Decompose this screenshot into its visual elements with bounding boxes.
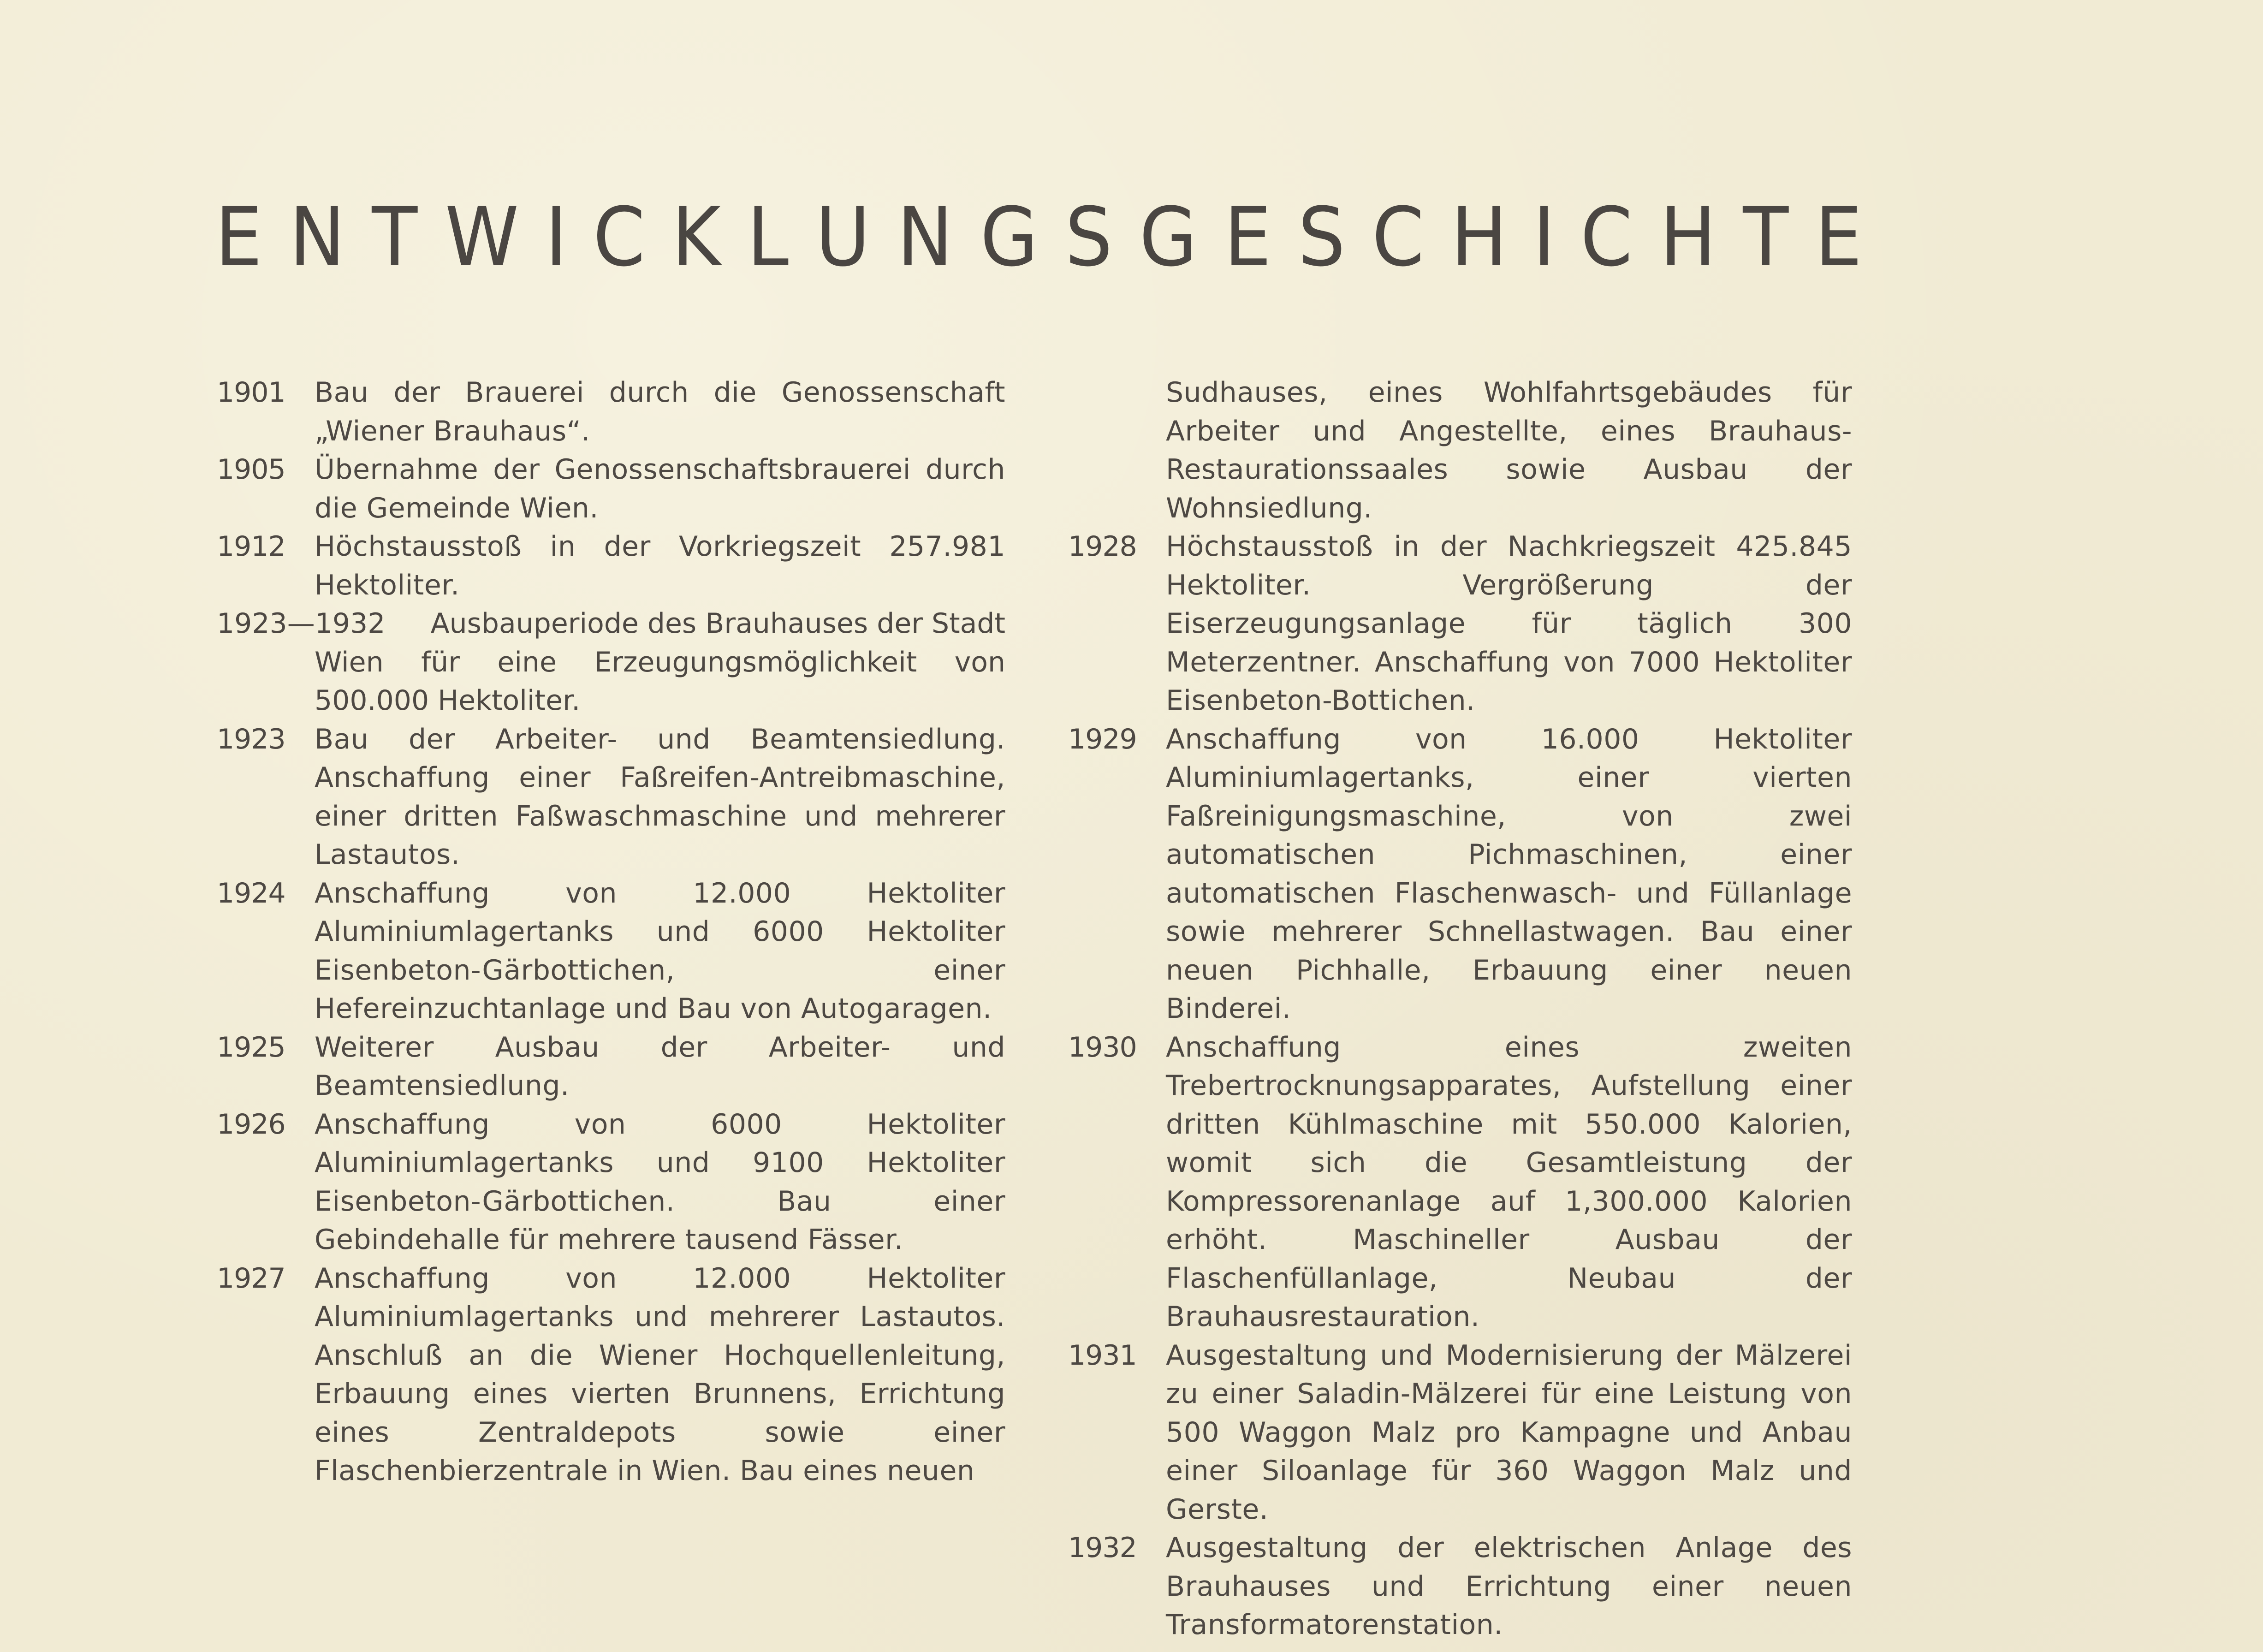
title-letter: T	[372, 190, 418, 285]
entry-text: Bau der Brauerei durch die Genossenschaft „Wiener Brauhaus“.	[315, 376, 1005, 447]
entry-year: 1901	[217, 376, 285, 409]
chronology-entry	[217, 874, 1005, 1028]
title-letter: N	[289, 190, 345, 285]
entry-year: 1923—1932	[217, 607, 386, 640]
entry-year: 1927	[217, 1262, 285, 1295]
entry-text: Übernahme der Genossenschaftsbrauerei durch die Gemeinde Wien.	[315, 453, 1005, 524]
title-letter: E	[1224, 190, 1271, 285]
chronology-entry	[1068, 1028, 1852, 1337]
entry-year: 1905	[217, 453, 285, 486]
title-letter: W	[445, 190, 519, 285]
entry-year: 1930	[1068, 1031, 1137, 1064]
entry-year: 1931	[1068, 1339, 1137, 1372]
title-letter: I	[1533, 190, 1555, 285]
entry-text: Anschaffung von 12.000 Hektoliter Aluminiumlagertanks und 6000 Hektoliter Eisenbeton-Gärbottichen, einer Hefereinzuchtanlage und Bau von Autogaragen.	[315, 877, 1005, 1025]
chronology-entry	[1068, 528, 1852, 720]
title-letter: T	[1742, 190, 1788, 285]
title-letter: N	[897, 190, 953, 285]
entry-year: 1925	[217, 1031, 285, 1064]
title-letter: C	[1372, 190, 1424, 285]
title-letter: L	[747, 190, 789, 285]
title-letter: H	[1451, 190, 1508, 285]
title-letter: K	[671, 190, 721, 285]
chronology-entry	[217, 1105, 1005, 1260]
chronology-right-column	[1068, 374, 1852, 1645]
title-letter: U	[815, 190, 870, 285]
title-letter: S	[1298, 190, 1345, 285]
title-letter: I	[545, 190, 568, 285]
entry-text: Anschaffung von 16.000 Hektoliter Aluminiumlagertanks, einer vierten Faßreinigungsmaschine, von zwei automatischen Pichmaschinen, einer automatischen Flaschenwasch- und Füllanlage sowie mehrerer Schnellastwagen. Bau einer neuen Pichhalle, Erbauung einer neuen Binderei.	[1166, 723, 1852, 1025]
chronology-entry	[217, 1260, 1005, 1491]
entry-text: Anschaffung von 12.000 Hektoliter Aluminiumlagertanks und mehrerer Lastautos. Anschluß an die Wiener Hochquellenleitung, Erbauung eines vierten Brunnens, Errichtung eines Zentraldepots sowie einer Flaschenbierzentrale in Wien. Bau eines neuen	[315, 1262, 1005, 1487]
title-letter: G	[980, 190, 1038, 285]
chronology-entry	[217, 374, 1005, 451]
entry-text: Anschaffung eines zweiten Trebertrocknungsapparates, Aufstellung einer dritten Kühlmaschine mit 550.000 Kalorien, womit sich die Gesamtleistung der Kompressorenanlage auf 1,300.000 Kalorien erhöht. Maschineller Ausbau der Flaschenfüllanlage, Neubau der Brauhausrestauration.	[1166, 1031, 1852, 1333]
chronology-entry	[217, 605, 1005, 720]
title-letter: G	[1139, 190, 1198, 285]
chronology-left-column	[217, 374, 1005, 1491]
entry-year: 1924	[217, 877, 285, 909]
entry-text: Ausgestaltung der elektrischen Anlage des Brauhauses und Errichtung einer neuen Transformatorenstation.	[1166, 1532, 1852, 1641]
entry-text: Ausbauperiode des Brauhauses der Stadt	[430, 607, 1005, 640]
title-letter: C	[593, 190, 645, 285]
entry-text: Bau der Arbeiter- und Beamtensiedlung. Anschaffung einer Faßreifen-Antreibmaschine, einer dritten Faßwaschmaschine und mehrerer Lastautos.	[315, 723, 1005, 871]
chronology-entry	[217, 720, 1005, 874]
entry-text: Anschaffung von 6000 Hektoliter Aluminiumlagertanks und 9100 Hektoliter Eisenbeton-Gärbottichen. Bau einer Gebindehalle für mehrere tausend Fässer.	[315, 1108, 1005, 1256]
chronology-entry	[1068, 1529, 1852, 1645]
page-title	[213, 184, 1864, 291]
entry-year: 1928	[1068, 530, 1137, 563]
entry-text-continued: Wien für eine Erzeugungsmöglichkeit von 500.000 Hektoliter.	[315, 646, 1005, 717]
chronology-entry	[1068, 720, 1852, 1028]
entry-text: Ausgestaltung und Modernisierung der Mälzerei zu einer Saladin-Mälzerei für eine Leistung von 500 Waggon Malz pro Kampagne und Anbau einer Siloanlage für 360 Waggon Malz und Gerste.	[1166, 1339, 1852, 1526]
title-letter: E	[215, 190, 262, 285]
entry-text-continued: Sudhauses, eines Wohlfahrtsgebäudes für Arbeiter und Angestellte, eines Brauhaus-Restaurationssaales sowie Ausbau der Wohnsiedlung.	[1166, 376, 1852, 524]
title-letter: C	[1580, 190, 1633, 285]
entry-first-line	[217, 605, 1005, 643]
title-letter: S	[1065, 190, 1113, 285]
chronology-entry	[1068, 1337, 1852, 1529]
entry-year: 1926	[217, 1108, 285, 1141]
entry-year: 1912	[217, 530, 285, 563]
entry-text: Höchstausstoß in der Nachkriegszeit 425.845 Hektoliter. Vergrößerung der Eiserzeugungsanlage für täglich 300 Meterzentner. Anschaffung von 7000 Hektoliter Eisenbeton-Bottichen.	[1166, 530, 1852, 717]
chronology-entry	[217, 528, 1005, 605]
entry-year: 1929	[1068, 723, 1137, 755]
entry-text: Höchstausstoß in der Vorkriegszeit 257.981 Hektoliter.	[315, 530, 1005, 601]
chronology-entry	[217, 451, 1005, 528]
entry-year: 1932	[1068, 1532, 1137, 1564]
entry-year: 1923	[217, 723, 285, 755]
title-letter: E	[1815, 190, 1862, 285]
chronology-entry	[217, 1028, 1005, 1105]
entry-text: Weiterer Ausbau der Arbeiter- und Beamtensiedlung.	[315, 1031, 1005, 1102]
title-letter: H	[1660, 190, 1716, 285]
